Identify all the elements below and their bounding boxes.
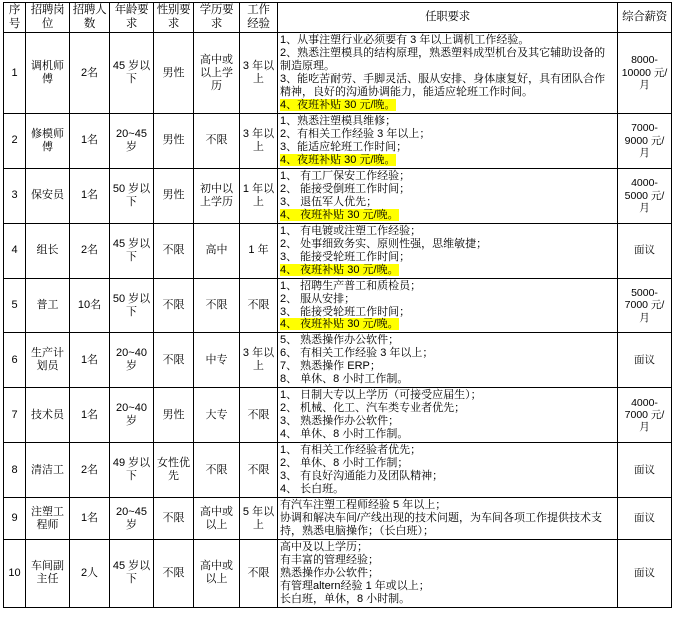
highlighted-text: 4、 夜班补贴 30 元/晚。 — [280, 318, 399, 331]
row-count: 1名 — [70, 498, 110, 540]
requirement-line: 1、 日制大专以上学历（可接受应届生）； — [280, 389, 482, 402]
row-age: 20~40 岁 — [110, 388, 154, 443]
row-age: 20~45 岁 — [110, 498, 154, 540]
requirement-line: 2、熟悉注塑模具的结构原理，熟悉塑料成型机台及其它辅助设备的制造原理。 — [280, 47, 606, 73]
row-gender: 男性 — [154, 168, 194, 223]
table-body — [4, 33, 672, 608]
row-count: 10名 — [70, 278, 110, 333]
row-education: 不限 — [194, 113, 240, 168]
table-row — [4, 278, 672, 333]
row-gender: 女性优先 — [154, 443, 194, 498]
row-index: 7 — [4, 388, 26, 443]
requirement-line: 6、 有相关工作经验 3 年以上； — [280, 347, 434, 360]
header-salary: 综合薪资 — [618, 3, 672, 33]
row-gender: 不限 — [154, 498, 194, 540]
table-row — [4, 333, 672, 388]
requirement-line: 3、 退伍军人优先； — [280, 195, 378, 208]
row-experience: 不限 — [240, 539, 278, 607]
table-row — [4, 168, 672, 223]
row-requirements — [278, 223, 618, 278]
highlighted-text: 4、夜班补贴 30 元/晚。 — [280, 98, 396, 111]
row-index: 6 — [4, 333, 26, 388]
requirement-line: 4、 长白班。 — [280, 483, 345, 496]
row-education: 不限 — [194, 278, 240, 333]
requirement-line: 1、熟悉注塑模具维修； — [280, 114, 397, 127]
header-gender: 性别要求 — [154, 3, 194, 33]
requirement-line: 5、 熟悉操作办公软件； — [280, 334, 400, 347]
requirement-line: 有丰富的管理经验； — [280, 553, 379, 566]
requirement-line: 3、能吃苦耐劳、手脚灵活、服从安排、身体康复好，具有团队合作精神，良好的沟通协调能力，能适应轮班工作时间。 — [280, 73, 606, 98]
row-experience: 3 年以上 — [240, 113, 278, 168]
row-count: 2名 — [70, 443, 110, 498]
row-education: 高中或以上 — [194, 539, 240, 607]
row-count: 2名 — [70, 223, 110, 278]
row-education: 高中或以上学历 — [194, 33, 240, 114]
table-row — [4, 539, 672, 607]
row-position: 组长 — [26, 223, 70, 278]
row-salary: 8000-10000 元/月 — [618, 33, 672, 114]
row-position: 调机师傅 — [26, 33, 70, 114]
row-education: 高中 — [194, 223, 240, 278]
row-salary: 面议 — [618, 223, 672, 278]
header-requirements: 任职要求 — [278, 3, 618, 33]
table-row — [4, 498, 672, 540]
requirement-line: 4、 单休、8 小时工作制。 — [280, 428, 409, 441]
table-row — [4, 33, 672, 114]
requirement-line: 3、 熟悉操作办公软件； — [280, 415, 400, 428]
requirement-line: 有汽车注塑工程师经验 5 年以上； — [280, 499, 447, 512]
requirement-line: 2、有相关工作经验 3 年以上； — [280, 127, 431, 140]
row-salary: 面议 — [618, 333, 672, 388]
recruitment-table — [3, 2, 672, 608]
header-age: 年龄要求 — [110, 3, 154, 33]
row-education: 初中以上学历 — [194, 168, 240, 223]
row-salary: 4000-5000 元/月 — [618, 168, 672, 223]
header-count: 招聘人数 — [70, 3, 110, 33]
table-header-row — [4, 3, 672, 33]
row-age: 20~40 岁 — [110, 333, 154, 388]
requirement-line — [280, 209, 615, 222]
requirement-line — [280, 318, 615, 331]
table-row — [4, 388, 672, 443]
row-position: 车间副主任 — [26, 539, 70, 607]
row-education: 中专 — [194, 333, 240, 388]
row-salary: 7000-9000 元/月 — [618, 113, 672, 168]
requirement-line: 3、能适应轮班工作时间； — [280, 140, 408, 153]
row-index: 4 — [4, 223, 26, 278]
requirement-line: 2、 单休、8 小时工作制； — [280, 457, 409, 470]
row-index: 3 — [4, 168, 26, 223]
row-gender: 男性 — [154, 113, 194, 168]
row-experience: 不限 — [240, 388, 278, 443]
highlighted-text: 4、 夜班补贴 30 元/晚。 — [280, 263, 399, 276]
row-gender: 不限 — [154, 539, 194, 607]
requirement-line: 熟悉操作办公软件； — [280, 566, 379, 579]
requirement-line: 3、 能接受轮班工作时间； — [280, 250, 411, 263]
row-gender: 不限 — [154, 333, 194, 388]
requirement-line: 1、从事注塑行业必须要有 3 年以上调机工作经验。 — [280, 34, 530, 47]
row-count: 2名 — [70, 33, 110, 114]
row-education: 大专 — [194, 388, 240, 443]
row-experience: 1 年以上 — [240, 168, 278, 223]
row-index: 5 — [4, 278, 26, 333]
row-gender: 男性 — [154, 388, 194, 443]
header-experience: 工作经验 — [240, 3, 278, 33]
requirement-line: 3、 能接受轮班工作时间； — [280, 305, 411, 318]
requirement-line: 长白班，单休，8 小时制。 — [280, 592, 411, 605]
row-requirements — [278, 498, 618, 540]
row-position: 普工 — [26, 278, 70, 333]
row-position: 生产计划员 — [26, 333, 70, 388]
row-age: 45 岁以下 — [110, 33, 154, 114]
table-row — [4, 443, 672, 498]
row-requirements — [278, 168, 618, 223]
row-requirements — [278, 333, 618, 388]
row-index: 1 — [4, 33, 26, 114]
requirement-line: 8、 单休、8 小时工作制。 — [280, 373, 409, 386]
requirement-line: 7、 熟悉操作 ERP； — [280, 360, 381, 373]
requirement-line: 2、 能接受倒班工作时间； — [280, 182, 411, 195]
row-count: 1名 — [70, 113, 110, 168]
requirement-line: 1、 有电镀或注塑工作经验； — [280, 224, 422, 237]
row-position: 保安员 — [26, 168, 70, 223]
requirement-line: 2、 处事细致务实、原则性强，思维敏捷； — [280, 237, 488, 250]
row-requirements — [278, 388, 618, 443]
table-row — [4, 113, 672, 168]
row-position: 清洁工 — [26, 443, 70, 498]
row-index: 10 — [4, 539, 26, 607]
row-count: 1名 — [70, 168, 110, 223]
row-requirements — [278, 539, 618, 607]
row-index: 2 — [4, 113, 26, 168]
header-position: 招聘岗位 — [26, 3, 70, 33]
requirement-line: 有管理altern经验 1 年或以上； — [280, 579, 430, 592]
row-salary: 面议 — [618, 443, 672, 498]
requirement-line: 2、 机械、化工、汽车类专业者优先； — [280, 402, 466, 415]
row-gender: 不限 — [154, 278, 194, 333]
table-row — [4, 223, 672, 278]
row-salary: 5000-7000 元/月 — [618, 278, 672, 333]
row-count: 2人 — [70, 539, 110, 607]
row-requirements — [278, 278, 618, 333]
row-experience: 5 年以上 — [240, 498, 278, 540]
row-position: 注塑工程师 — [26, 498, 70, 540]
row-age: 45 岁以下 — [110, 539, 154, 607]
row-salary: 面议 — [618, 539, 672, 607]
row-requirements — [278, 33, 618, 114]
header-education: 学历要求 — [194, 3, 240, 33]
row-age: 49 岁以下 — [110, 443, 154, 498]
highlighted-text: 4、 夜班补贴 30 元/晚。 — [280, 208, 399, 221]
row-education: 不限 — [194, 443, 240, 498]
row-requirements — [278, 443, 618, 498]
row-experience: 不限 — [240, 278, 278, 333]
row-index: 9 — [4, 498, 26, 540]
requirement-line: 1、 有相关工作经验者优先； — [280, 444, 422, 457]
row-experience: 3 年以上 — [240, 333, 278, 388]
requirement-line — [280, 264, 615, 277]
requirement-line: 协调和解决车间/产线出现的技术问题，为车间各项工作提供技术支持，熟悉电脑操作；（长白班）； — [280, 512, 603, 537]
row-age: 20~45 岁 — [110, 113, 154, 168]
row-age: 50 岁以下 — [110, 168, 154, 223]
row-gender: 不限 — [154, 223, 194, 278]
row-salary: 4000-7000 元/月 — [618, 388, 672, 443]
requirement-line: 3、 有良好沟通能力及团队精神； — [280, 470, 444, 483]
row-age: 50 岁以下 — [110, 278, 154, 333]
row-position: 技术员 — [26, 388, 70, 443]
requirement-line: 1、 招聘生产普工和质检员； — [280, 279, 422, 292]
row-education: 高中或以上 — [194, 498, 240, 540]
requirement-line: 2、 服从安排； — [280, 292, 356, 305]
row-count: 1名 — [70, 388, 110, 443]
row-gender: 男性 — [154, 33, 194, 114]
row-age: 45 岁以下 — [110, 223, 154, 278]
requirement-line — [280, 154, 615, 167]
requirement-line — [280, 99, 615, 112]
row-experience: 1 年 — [240, 223, 278, 278]
header-index: 序号 — [4, 3, 26, 33]
row-index: 8 — [4, 443, 26, 498]
row-count: 1名 — [70, 333, 110, 388]
requirement-line: 1、 有工厂保安工作经验； — [280, 169, 411, 182]
row-salary: 面议 — [618, 498, 672, 540]
row-requirements — [278, 113, 618, 168]
row-experience: 3 年以上 — [240, 33, 278, 114]
row-experience: 不限 — [240, 443, 278, 498]
requirement-line: 高中及以上学历； — [280, 540, 368, 553]
highlighted-text: 4、夜班补贴 30 元/晚。 — [280, 153, 396, 166]
row-position: 修模师傅 — [26, 113, 70, 168]
